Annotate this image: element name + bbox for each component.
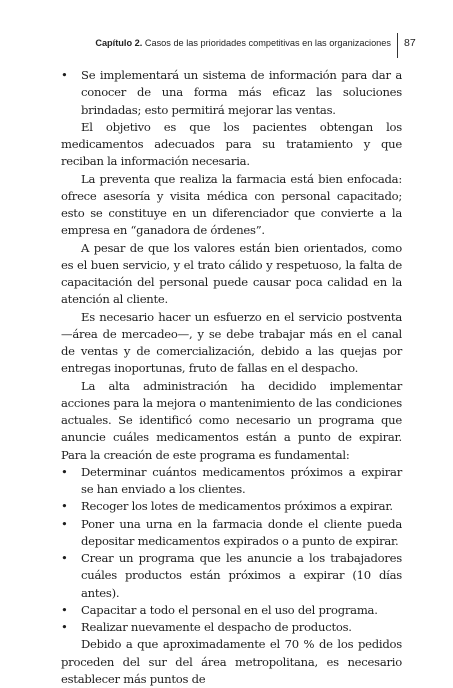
paragraph: A pesar de que los valores están bien orientados, como es el buen servicio, y el trato cálido y respetuoso, la falta de capacitación del personal puede causar poca calidad en la atención al cliente. xyxy=(61,240,402,307)
bullet-item xyxy=(61,550,402,602)
bullet-marker: • xyxy=(61,499,68,514)
page-number: 87 xyxy=(404,37,416,49)
bullet-item xyxy=(61,602,402,619)
bullet-item xyxy=(61,498,402,515)
chapter-label: Capítulo 2. xyxy=(95,38,143,48)
body-text xyxy=(61,67,402,688)
bullet-marker: • xyxy=(61,602,68,617)
header-divider xyxy=(397,33,398,58)
bullet-text: Poner una urna en la farmacia donde el cliente pueda depositar medicamentos expirados o a punto de expirar. xyxy=(81,516,402,548)
bullet-marker: • xyxy=(61,516,68,531)
bullet-text: Crear un programa que les anuncie a los trabajadores cuáles productos están próximos a expirar (10 días antes). xyxy=(81,551,402,600)
bullet-marker: • xyxy=(61,620,68,634)
bullet-marker: • xyxy=(61,551,68,565)
paragraph: Debido a que aproximadamente el 70 % de los pedidos proceden del sur del área metropolitana, es necesario establecer más puntos de xyxy=(61,637,402,686)
bullet-text: Determinar cuántos medicamentos próximos a expirar se han enviado a los clientes. xyxy=(81,464,402,496)
paragraph: El objetivo es que los pacientes obtengan los medicamentos adecuados para su tratamiento y que reciban la información necesaria. xyxy=(61,119,402,169)
paragraph: La preventa que realiza la farmacia está bien enfocada: ofrece asesoría y visita médica con personal capacitado; esto se constituye en un diferenciador que convierte a la empresa en “ganadora de órdenes”. xyxy=(61,171,402,238)
paragraph: La alta administración ha decidido implementar acciones para la mejora o mantenimiento de las condiciones actuales. Se identificó como necesario un programa que anuncie cuáles medicamentos están a punto de expirar. Para la creación de este programa es fundamental: xyxy=(61,378,402,462)
bullet-item xyxy=(61,67,402,119)
bullet-item xyxy=(61,516,402,551)
bullet-text: Recoger los lotes de medicamentos próximos a expirar. xyxy=(81,499,393,514)
running-header xyxy=(0,33,453,53)
running-header-title xyxy=(95,38,391,48)
bullet-marker: • xyxy=(61,68,68,82)
paragraph: Es necesario hacer un esfuerzo en el servicio postventa —área de mercadeo—, y se debe trabajar más en el canal de ventas y de comercialización, debido a las quejas por entregas inoportunas, fruto de fallas en el despacho. xyxy=(61,309,402,376)
bullet-text: Capacitar a todo el personal en el uso del programa. xyxy=(81,602,378,617)
bullet-text: Realizar nuevamente el despacho de productos. xyxy=(81,620,352,634)
bullet-item xyxy=(61,464,402,499)
bullet-text: Se implementará un sistema de información para dar a conocer de una forma más eficaz las soluciones brindadas; esto permitirá mejorar las ventas. xyxy=(81,68,402,117)
bullet-item xyxy=(61,619,402,636)
bullet-marker: • xyxy=(61,464,68,479)
chapter-title: Casos de las prioridades competitivas en las organizaciones xyxy=(144,38,391,48)
